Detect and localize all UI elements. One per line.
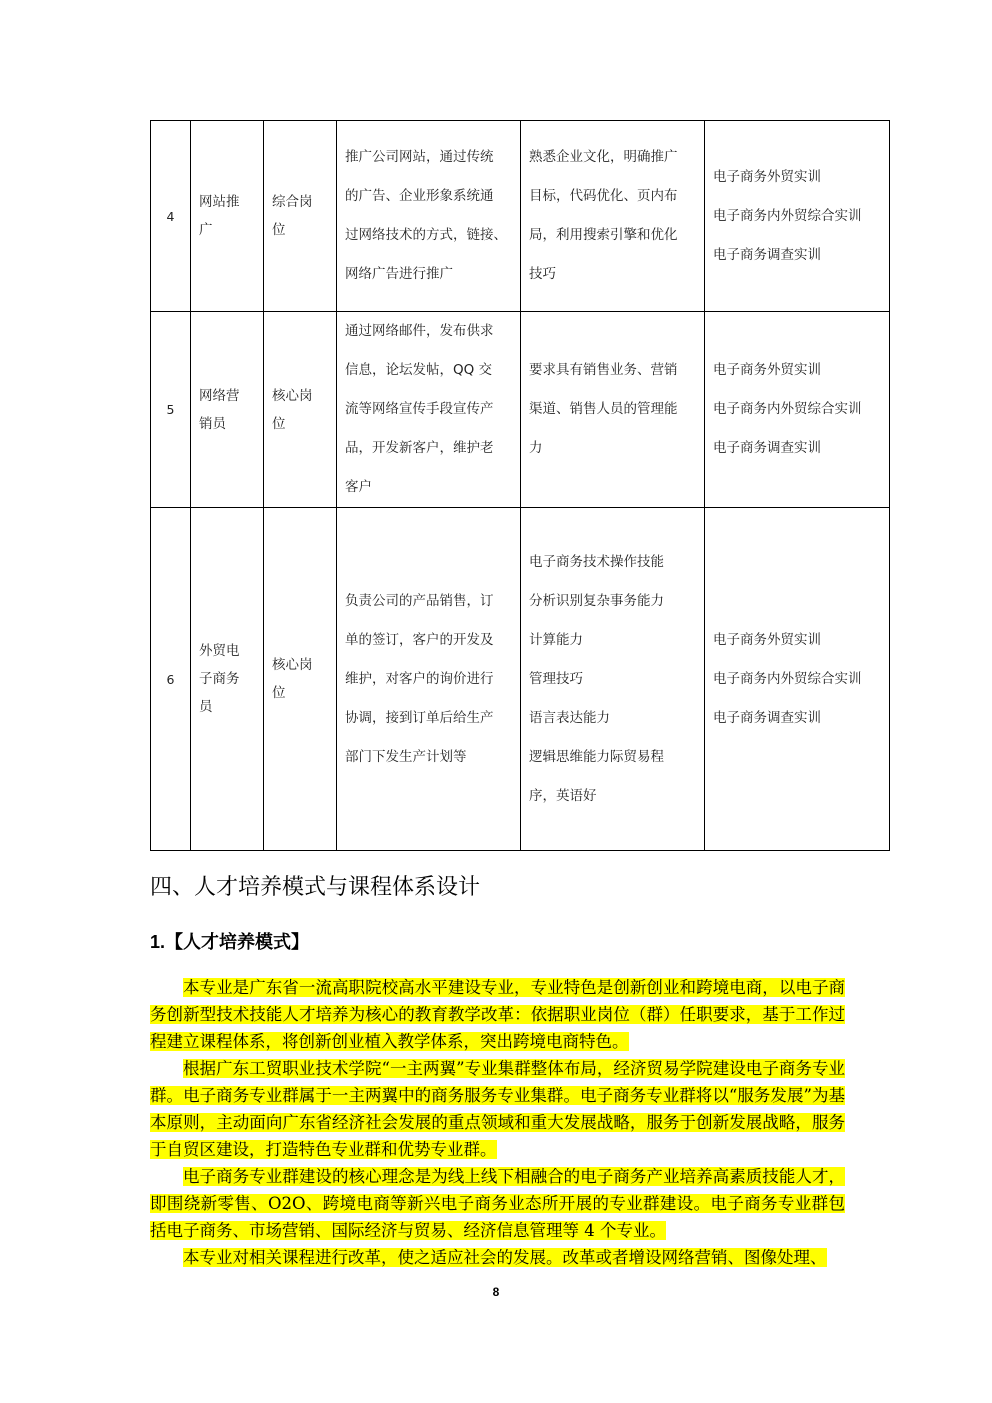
page-number: 8	[492, 1285, 500, 1299]
table-body	[151, 121, 890, 851]
duty-cell	[337, 312, 521, 508]
section-title: 四、人才培养模式与课程体系设计	[150, 875, 481, 900]
cell-line: 目标，代码优化、页内布	[529, 188, 678, 204]
cell-line: 电子商务调查实训	[713, 709, 821, 726]
cell-line: 电子商务调查实训	[713, 440, 821, 456]
body-text	[150, 974, 845, 1271]
cell-line: 位	[272, 415, 286, 432]
cell-line: 位	[272, 685, 286, 701]
cell-line: 核心岗	[272, 657, 313, 673]
requirement-cell	[521, 312, 705, 508]
highlighted-text: 电子商务专业群建设的核心理念是为线上线下相融合的电子商务产业培养高素质技能人才，即围绕新零售、O2O、跨境电商等新兴电子商务业态所开展的专业群建设。电子商务专业群包括电子商务、市场营销、国际经济与贸易、经济信息管理等 4 个专业。	[150, 1167, 845, 1240]
cell-line: 负责公司的产品销售，订	[345, 592, 494, 609]
cell-line: 电子商务内外贸综合实训	[713, 670, 862, 687]
cell-line: 计算能力	[529, 631, 583, 648]
row-number-cell: 4	[151, 121, 191, 312]
cell-line: 语言表达能力	[529, 709, 610, 726]
cell-line: 协调，接到订单后给生产	[345, 709, 494, 726]
highlighted-text: 本专业对相关课程进行改革，使之适应社会的发展。改革或者增设网络营销、图像处理、	[183, 1248, 827, 1267]
cell-line: 通过网络邮件，发布供求	[345, 323, 494, 339]
row-number-cell: 6	[151, 508, 191, 851]
cell-line: 要求具有销售业务、营销	[529, 362, 678, 378]
cell-line: 分析识别复杂事务能力	[529, 592, 664, 609]
cell-line: 电子商务内外贸综合实训	[713, 207, 862, 224]
paragraph	[150, 1163, 845, 1244]
subsection-label: 【人才培养模式】	[165, 932, 310, 953]
cell-line: 推广公司网站，通过传统	[345, 149, 494, 165]
cell-line: 序，英语好	[529, 787, 597, 804]
cell-line: 的广告、企业形象系统通	[345, 188, 494, 204]
table-row	[151, 508, 890, 851]
subsection-title	[150, 928, 309, 954]
cell-line: 单的签订，客户的开发及	[345, 631, 494, 648]
cell-line: 过网络技术的方式，链接、	[345, 227, 507, 243]
cell-line: 综合岗	[272, 194, 313, 210]
cell-line: 流等网络宣传手段宣传产	[345, 401, 494, 417]
paragraph	[150, 1244, 845, 1271]
cell-line: 局，利用搜索引擎和优化	[529, 227, 678, 243]
position-type-cell	[264, 312, 337, 508]
cell-line: 熟悉企业文化，明确推广	[529, 149, 678, 165]
cell-line: 电子商务内外贸综合实训	[713, 401, 862, 417]
duty-cell	[337, 121, 521, 312]
cell-line: 广	[199, 222, 213, 238]
cell-line: 核心岗	[272, 387, 313, 404]
cell-line: 网站推	[199, 194, 240, 210]
cell-line: 网络广告进行推广	[345, 266, 453, 282]
training-cell	[705, 121, 890, 312]
position-cell	[191, 508, 264, 851]
position-type-cell	[264, 508, 337, 851]
paragraph	[150, 1055, 845, 1163]
cell-line: 员	[199, 699, 213, 715]
job-positions-table	[150, 120, 890, 851]
cell-line: 电子商务技术操作技能	[529, 553, 664, 570]
cell-line: 渠道、销售人员的管理能	[529, 401, 678, 417]
cell-line: 维护，对客户的询价进行	[345, 670, 494, 687]
training-cell	[705, 312, 890, 508]
cell-line: 部门下发生产计划等	[345, 748, 467, 765]
cell-line: 电子商务外贸实训	[713, 631, 821, 648]
cell-line: 电子商务调查实训	[713, 246, 821, 263]
position-type-cell	[264, 121, 337, 312]
row-number-cell: 5	[151, 312, 191, 508]
requirement-cell	[521, 508, 705, 851]
cell-line: 逻辑思维能力际贸易程	[529, 748, 664, 765]
highlighted-text: 根据广东工贸职业技术学院“一主两翼”专业集群整体布局，经济贸易学院建设电子商务专业群。电子商务专业群属于一主两翼中的商务服务专业集群。电子商务专业群将以“服务发展”为基本原则，主动面向广东省经济社会发展的重点领域和重大发展战略，服务于创新发展战略，服务于自贸区建设，打造特色专业群和优势专业群。	[150, 1059, 845, 1159]
training-cell	[705, 508, 890, 851]
subsection-number: 1.	[150, 932, 166, 952]
cell-line: 外贸电	[199, 643, 240, 659]
cell-line: 子商务	[199, 671, 240, 687]
paragraph	[150, 974, 845, 1055]
duty-cell	[337, 508, 521, 851]
table-row	[151, 121, 890, 312]
cell-line: 管理技巧	[529, 670, 583, 687]
position-cell	[191, 121, 264, 312]
highlighted-text: 本专业是广东省一流高职院校高水平建设专业，专业特色是创新创业和跨境电商，以电子商务创新型技术技能人才培养为核心的教育教学改革：依据职业岗位（群）任职要求，基于工作过程建立课程体系，将创新创业植入教学体系，突出跨境电商特色。	[150, 978, 845, 1051]
requirement-cell	[521, 121, 705, 312]
cell-line: 技巧	[529, 266, 556, 282]
table-row	[151, 312, 890, 508]
cell-line: 品，开发新客户，维护老	[345, 440, 494, 456]
cell-line: 位	[272, 222, 286, 238]
cell-line: 信息，论坛发帖，QQ 交	[345, 362, 493, 378]
cell-line: 网络营	[199, 387, 240, 404]
cell-line: 电子商务外贸实训	[713, 168, 821, 185]
cell-line: 电子商务外贸实训	[713, 362, 821, 378]
cell-line: 销员	[199, 415, 226, 432]
position-cell	[191, 312, 264, 508]
cell-line: 客户	[345, 479, 372, 495]
cell-line: 力	[529, 440, 543, 456]
